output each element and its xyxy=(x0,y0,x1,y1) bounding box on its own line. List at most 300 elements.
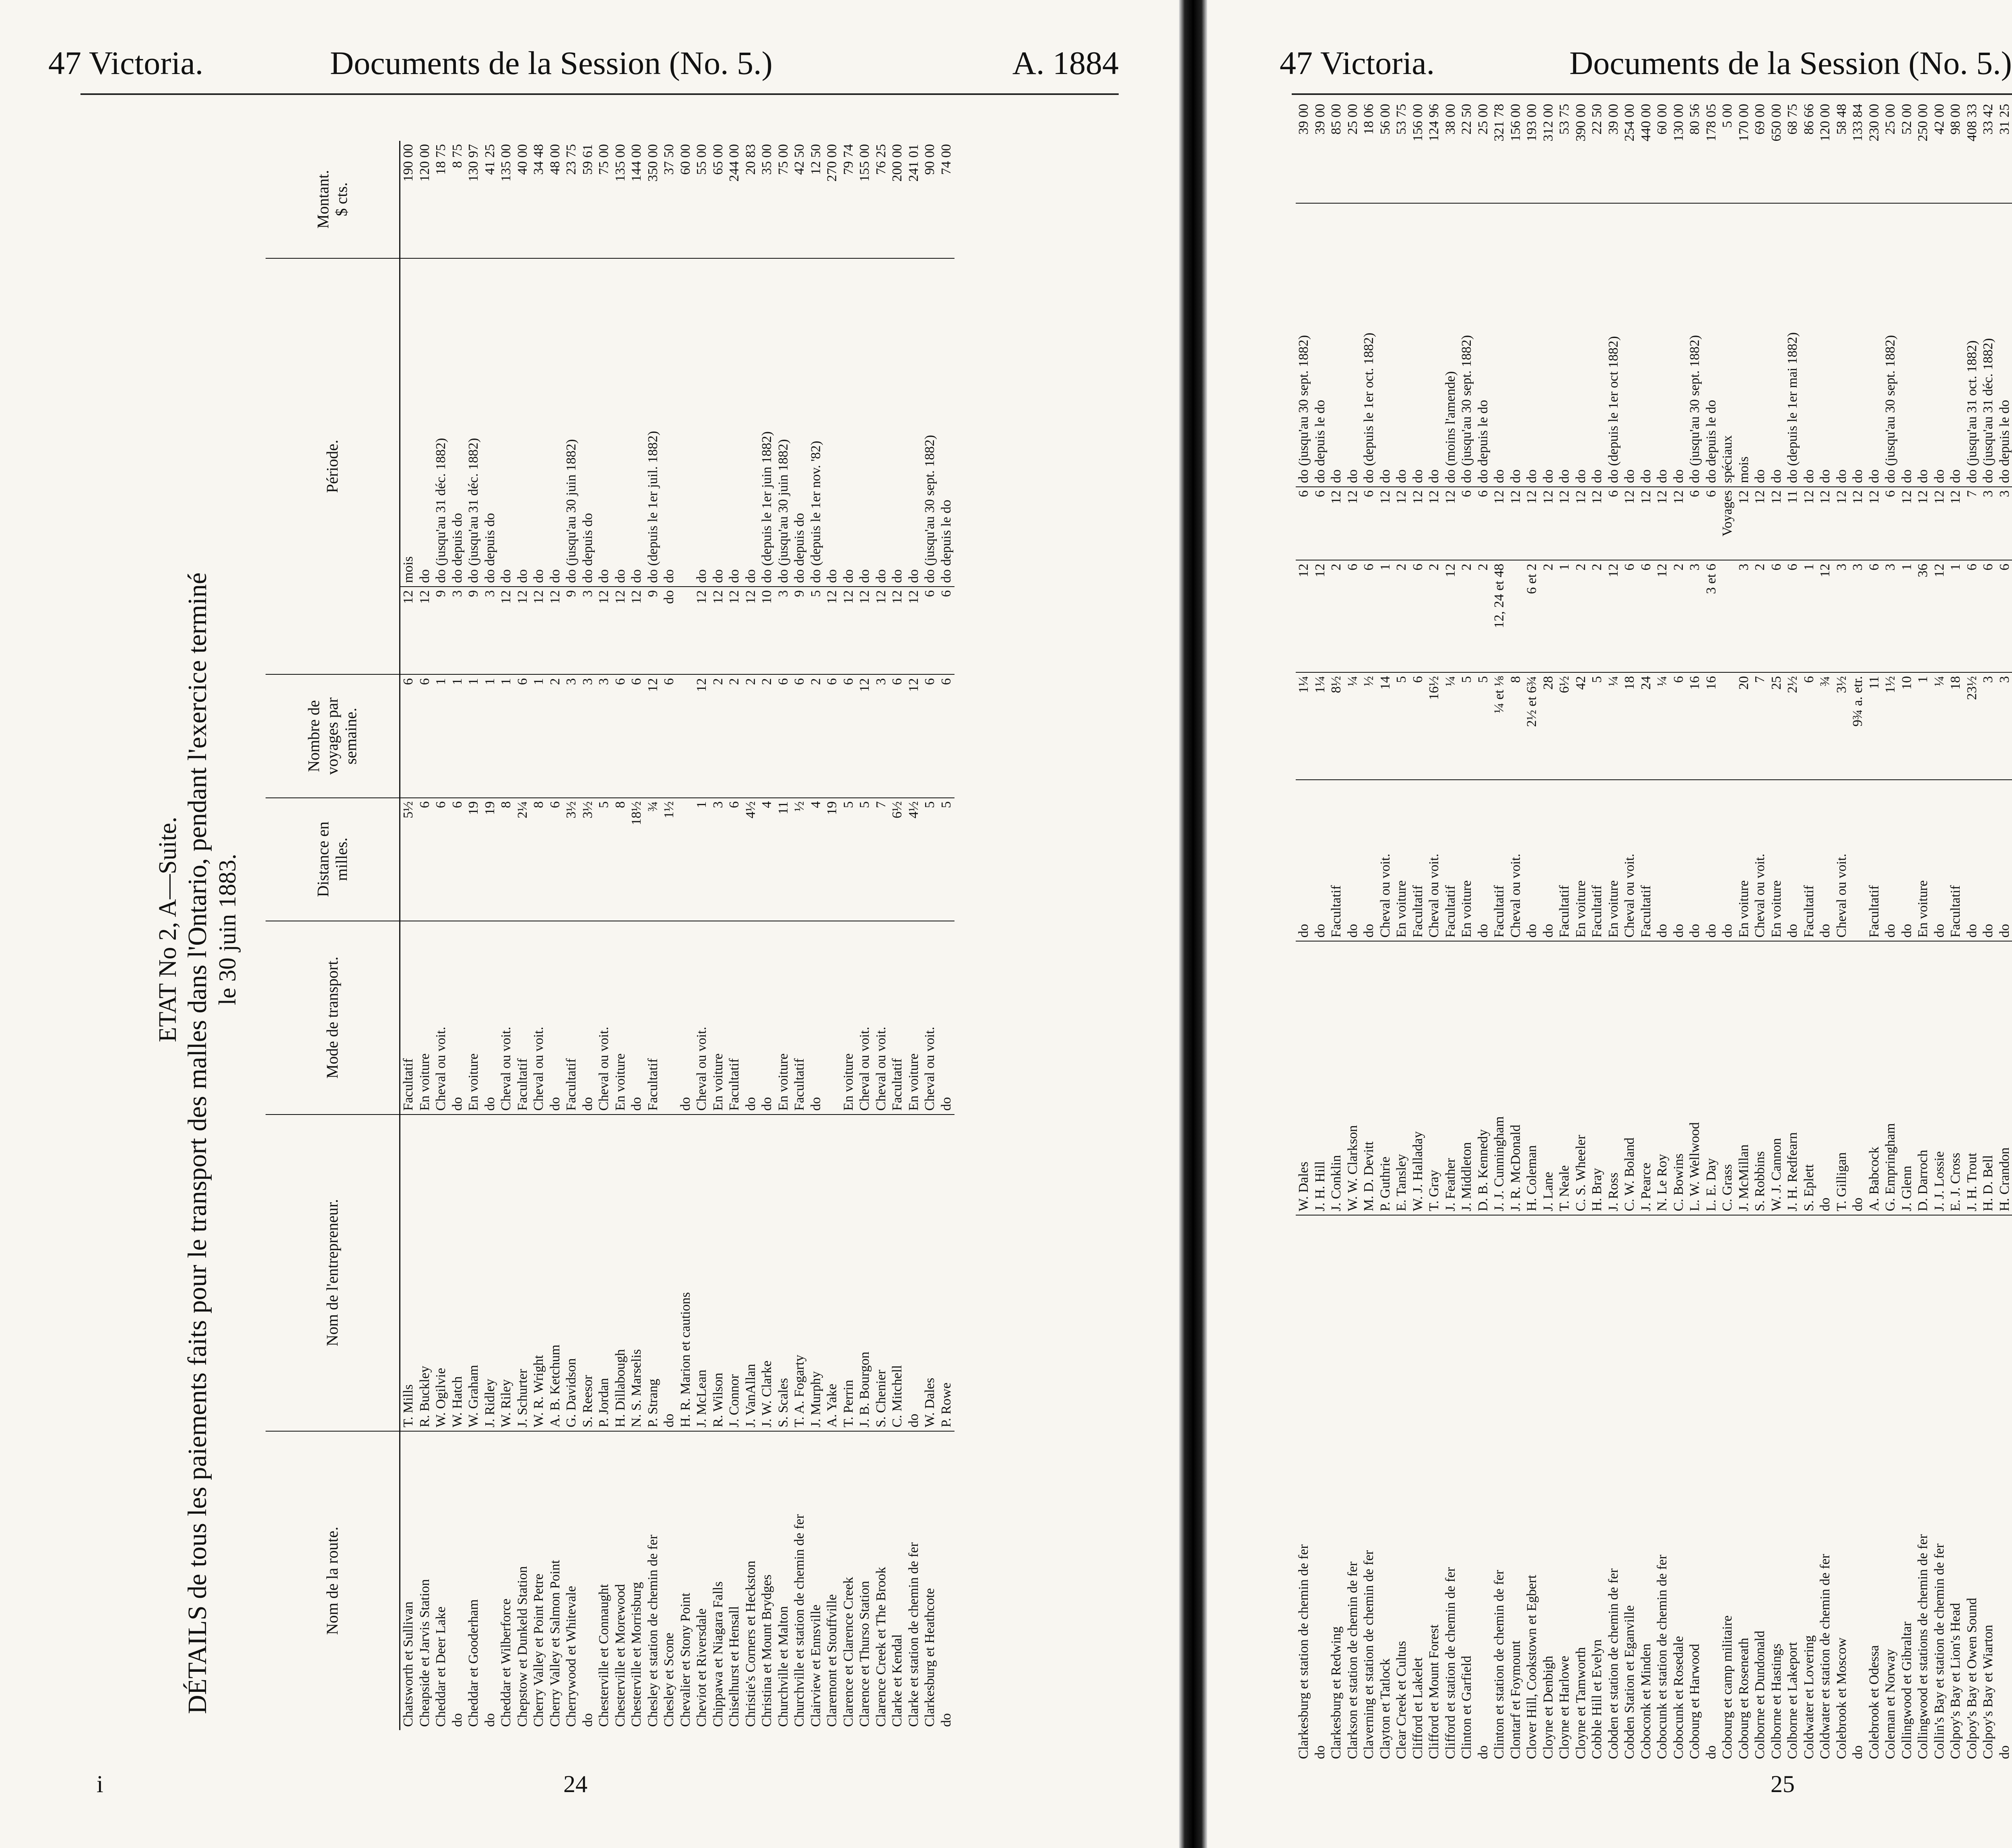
distance-cell: 6 xyxy=(1801,672,1818,780)
mode-cell: Cheval ou voit. xyxy=(1508,780,1524,941)
period-cell: do (jusqu'au 30 juin 1882) xyxy=(563,258,580,587)
period-cell: do xyxy=(1410,203,1427,487)
table-row xyxy=(1687,101,1703,1762)
contractor-cell: C. S. Wheeler xyxy=(1573,941,1589,1215)
amount-cell: 53 75 xyxy=(1394,104,1409,135)
mode-cell: do xyxy=(1475,780,1492,941)
amount-cell: 33 42 xyxy=(1981,104,1996,135)
trips-cell: 3 xyxy=(596,674,612,797)
distance-cell: 7 xyxy=(873,798,890,921)
table-row xyxy=(792,141,808,1730)
mode-cell: En voiture xyxy=(710,921,727,1115)
period-cell: do (jusqu'au 30 sept. 1882) xyxy=(1882,203,1899,487)
mode-cell: Facultatif xyxy=(515,921,531,1115)
contractor-cell: D. B. Kennedy xyxy=(1475,941,1492,1215)
table-body-left xyxy=(400,141,955,1730)
amount-cell: 408 33 xyxy=(1964,104,1979,142)
contractor-cell: C. Mitchell xyxy=(889,1115,906,1431)
period-months-cell: 12 xyxy=(612,587,629,675)
amount-cell: 156 00 xyxy=(1508,104,1523,142)
trips-cell: 3 xyxy=(873,674,890,797)
table-row xyxy=(1606,101,1622,1762)
mode-cell: Cheval ou voit. xyxy=(873,921,890,1115)
route-cell: Chesley et station de chemin de fer xyxy=(645,1431,662,1730)
table-row xyxy=(1443,101,1459,1762)
period-cell xyxy=(678,258,694,587)
distance-cell: 1½ xyxy=(661,798,678,921)
distance-cell: ¼ xyxy=(1932,672,1948,780)
amount-cell: 25 00 xyxy=(1883,104,1898,135)
distance-cell: 2½ xyxy=(1785,672,1801,780)
distance-cell: 8 xyxy=(531,798,547,921)
col-mode: Mode de transport. xyxy=(266,921,400,1115)
mode-cell: do xyxy=(547,921,564,1115)
mode-cell: do xyxy=(1932,780,1948,941)
amount-cell: 90 00 xyxy=(922,144,937,175)
distance-cell: 5½ xyxy=(400,798,417,921)
period-cell: do xyxy=(824,258,841,587)
distance-cell: 3½ xyxy=(1834,672,1850,780)
distance-cell: 5 xyxy=(841,798,857,921)
amount-cell: 75 00 xyxy=(775,144,791,175)
table-row xyxy=(531,141,547,1730)
distance-cell: 1½ xyxy=(1882,672,1899,780)
period-cell: do xyxy=(1622,203,1638,487)
period-cell: spéciaux xyxy=(1719,203,1736,487)
route-cell: Cobourg et Harwood xyxy=(1687,1215,1703,1762)
period-cell: do (depuis le 1er oct 1882) xyxy=(1606,203,1622,487)
distance-cell: 6 xyxy=(547,798,564,921)
contractor-cell: J. R. McDonald xyxy=(1508,941,1524,1215)
distance-cell: 4 xyxy=(808,798,825,921)
route-cell: Clinton et Garfield xyxy=(1459,1215,1475,1762)
period-months-cell: 12 xyxy=(841,587,857,675)
route-cell: do xyxy=(580,1431,596,1730)
amount-cell: 48 00 xyxy=(547,144,563,175)
route-cell: Clarence et Clarence Creek xyxy=(841,1431,857,1730)
route-cell: Chesterville et Morewood xyxy=(612,1431,629,1730)
route-cell: Clarkesburg et station de chemin de fer xyxy=(1296,1215,1312,1762)
mode-cell: Facultatif xyxy=(645,921,662,1115)
period-cell: do xyxy=(1540,203,1557,487)
amount-cell: 86 66 xyxy=(1801,104,1816,135)
period-cell: do depuis do xyxy=(580,258,596,587)
distance-cell: ½ xyxy=(792,798,808,921)
contractor-cell: E. Tansley xyxy=(1394,941,1410,1215)
right-table-rotated xyxy=(1296,101,2012,1762)
trips-cell: 6 xyxy=(612,674,629,797)
amount-cell: 350 00 xyxy=(645,144,660,182)
contractor-cell: J. B. Bourgon xyxy=(857,1115,873,1431)
trips-cell: 6 xyxy=(1769,560,1785,672)
contractor-cell: L. E. Day xyxy=(1703,941,1720,1215)
table-row xyxy=(889,141,906,1730)
mode-cell: do xyxy=(1687,780,1703,941)
period-cell: do depuis do xyxy=(449,258,466,587)
distance-cell: 19 xyxy=(824,798,841,921)
period-months-cell: 9 xyxy=(433,587,449,675)
period-months-cell: 12 xyxy=(873,587,890,675)
trips-cell: 2 xyxy=(808,674,825,797)
period-months-cell: 12 xyxy=(1622,487,1638,560)
distance-cell: 16 xyxy=(1703,672,1720,780)
period-cell: do depuis le do xyxy=(1312,203,1329,487)
contractor-cell: A. Babcock xyxy=(1866,941,1883,1215)
route-cell: Cobourg et camp militaire xyxy=(1719,1215,1736,1762)
distance-cell: 19 xyxy=(466,798,482,921)
contractor-cell: W. Hatch xyxy=(449,1115,466,1431)
period-cell: do depuis do xyxy=(792,258,808,587)
period-cell: do xyxy=(873,258,890,587)
table-row xyxy=(498,141,515,1730)
route-cell: Collin's Bay et station de chemin de fer xyxy=(1932,1215,1948,1762)
period-cell: do (moins l'amende) xyxy=(1443,203,1459,487)
table-row xyxy=(645,141,662,1730)
table-row xyxy=(1948,101,1964,1762)
table-row xyxy=(1410,101,1427,1762)
table-row xyxy=(1932,101,1948,1762)
period-months-cell: 12 xyxy=(710,587,727,675)
distance-cell: 8 xyxy=(1508,672,1524,780)
period-cell: do (jusqu'au 30 sept. 1882) xyxy=(1459,203,1475,487)
trips-cell: 6 xyxy=(629,674,645,797)
trips-cell: 6 xyxy=(1345,560,1361,672)
period-months-cell: 5 xyxy=(808,587,825,675)
amount-cell: 85 00 xyxy=(1329,104,1344,135)
amount-cell: 390 00 xyxy=(1573,104,1588,142)
table-row xyxy=(629,141,645,1730)
mode-cell: Cheval ou voit. xyxy=(922,921,938,1115)
period-cell: do (depuis le 1er juin 1882) xyxy=(759,258,775,587)
period-cell: do (jusqu'au 31 déc. 1882) xyxy=(433,258,449,587)
period-months-cell: 6 xyxy=(1882,487,1899,560)
table-row xyxy=(743,141,759,1730)
amount-cell: 25 00 xyxy=(1475,104,1490,135)
period-months-cell: 9 xyxy=(466,587,482,675)
table-row xyxy=(906,141,922,1730)
amount-cell: 155 00 xyxy=(857,144,872,182)
amount-cell: 144 00 xyxy=(629,144,644,182)
period-cell: do xyxy=(515,258,531,587)
distance-cell: 28 xyxy=(1540,672,1557,780)
period-cell: do (depuis le 1er nov. '82) xyxy=(808,258,825,587)
route-cell: Churchville et station de chemin de fer xyxy=(792,1431,808,1730)
period-cell: do xyxy=(661,258,678,587)
table-row xyxy=(1556,101,1573,1762)
period-months-cell: 12 xyxy=(1769,487,1785,560)
table-row xyxy=(873,141,890,1730)
amount-cell: 650 00 xyxy=(1769,104,1784,142)
route-cell: Claverning et station de chemin de fer xyxy=(1361,1215,1377,1762)
distance-cell: 10 xyxy=(1899,672,1915,780)
amount-cell: 65 00 xyxy=(710,144,726,175)
distance-cell: 42 xyxy=(1573,672,1589,780)
period-cell: do depuis le do xyxy=(938,258,955,587)
table-row xyxy=(694,141,710,1730)
distance-cell: 16 xyxy=(1687,672,1703,780)
mode-cell: Facultatif xyxy=(1589,780,1606,941)
contractor-cell: R. Buckley xyxy=(417,1115,433,1431)
period-cell: do xyxy=(1850,203,1866,487)
contractor-cell: do xyxy=(1817,941,1834,1215)
contractor-cell: W. R. Wright xyxy=(531,1115,547,1431)
mode-cell xyxy=(1850,780,1866,941)
mode-cell: Facultatif xyxy=(792,921,808,1115)
distance-cell: 1 xyxy=(1915,672,1932,780)
amount-cell: 230 00 xyxy=(1866,104,1882,142)
period-cell: do xyxy=(1589,203,1606,487)
route-cell: Chiselhurst et Hensall xyxy=(726,1431,743,1730)
table-row xyxy=(938,141,955,1730)
contractor-cell: C. Grass xyxy=(1719,941,1736,1215)
period-months-cell: 9 xyxy=(563,587,580,675)
table-row xyxy=(482,141,499,1730)
trips-cell: 6 xyxy=(1361,560,1377,672)
route-cell: Clifford et Mount Forest xyxy=(1426,1215,1443,1762)
route-cell: Cobocunk et Rosedale xyxy=(1671,1215,1687,1762)
route-cell: Chippawa et Niagara Falls xyxy=(710,1431,727,1730)
distance-cell: ¼ xyxy=(1345,672,1361,780)
mode-cell: Cheval ou voit. xyxy=(531,921,547,1115)
amount-cell: 56 00 xyxy=(1377,104,1393,135)
amount-cell: 41 25 xyxy=(482,144,497,175)
trips-cell: 2 xyxy=(1589,560,1606,672)
trips-cell: 12 xyxy=(857,674,873,797)
table-row xyxy=(1980,101,1997,1762)
route-cell: Clarence Creek et The Brook xyxy=(873,1431,890,1730)
period-months-cell: 12 xyxy=(515,587,531,675)
distance-cell: 6 xyxy=(726,798,743,921)
amount-cell: 75 00 xyxy=(596,144,611,175)
distance-cell: ¼ xyxy=(1606,672,1622,780)
amount-cell: 22 50 xyxy=(1589,104,1604,135)
period-cell: do xyxy=(743,258,759,587)
distance-cell: ¼ xyxy=(1443,672,1459,780)
period-months-cell: 6 xyxy=(938,587,955,675)
contractor-cell: T. A. Fogarty xyxy=(792,1115,808,1431)
period-months-cell: 12 xyxy=(1328,487,1345,560)
amount-cell: 178 05 xyxy=(1703,104,1719,142)
mode-cell: do xyxy=(678,921,694,1115)
period-months-cell: 6 xyxy=(1606,487,1622,560)
amount-cell: 18 75 xyxy=(433,144,448,175)
table-row xyxy=(1915,101,1932,1762)
table-row xyxy=(1524,101,1540,1762)
period-months-cell: 6 xyxy=(1703,487,1720,560)
period-months-cell: 3 xyxy=(775,587,792,675)
trips-cell: 2 xyxy=(1752,560,1769,672)
route-cell: Chepstow et Dunkeld Station xyxy=(515,1431,531,1730)
contractor-cell: J. Conklin xyxy=(1328,941,1345,1215)
table-row xyxy=(1361,101,1377,1762)
route-cell: do xyxy=(449,1431,466,1730)
contractor-cell: W. Ogilvie xyxy=(433,1115,449,1431)
trips-cell: 12 xyxy=(1312,560,1329,672)
mode-cell: do xyxy=(1345,780,1361,941)
mode-cell: En voiture xyxy=(841,921,857,1115)
amount-cell: 38 00 xyxy=(1443,104,1458,135)
table-row xyxy=(1997,101,2012,1762)
amount-cell: 39 00 xyxy=(1312,104,1328,135)
table-row xyxy=(1703,101,1720,1762)
trips-cell: 6 xyxy=(1997,560,2012,672)
period-months-cell: 12 xyxy=(498,587,515,675)
trips-cell: 6 xyxy=(889,674,906,797)
contractor-cell: P. Jordan xyxy=(596,1115,612,1431)
contractor-cell: P. Rowe xyxy=(938,1115,955,1431)
route-cell: do xyxy=(1475,1215,1492,1762)
route-cell: Cheddar et Wilberforce xyxy=(498,1431,515,1730)
amount-cell: 23 75 xyxy=(564,144,579,175)
route-cell: do xyxy=(1312,1215,1329,1762)
period-months-cell: 12 xyxy=(1948,487,1964,560)
mode-cell: En voiture xyxy=(1736,780,1752,941)
table-row xyxy=(857,141,873,1730)
distance-cell: 3 xyxy=(1997,672,2012,780)
route-cell: do xyxy=(1997,1215,2012,1762)
contractor-cell: S. Robbins xyxy=(1752,941,1769,1215)
contractor-cell: M. D. Devitt xyxy=(1361,941,1377,1215)
table-row xyxy=(1540,101,1557,1762)
period-months-cell: 12 xyxy=(726,587,743,675)
distance-cell: 11 xyxy=(775,798,792,921)
distance-cell: 6 xyxy=(1410,672,1427,780)
period-months-cell: 12 xyxy=(531,587,547,675)
period-cell: do depuis do xyxy=(482,258,499,587)
amount-cell: 59 61 xyxy=(580,144,595,175)
route-cell: Cheviot et Riversdale xyxy=(694,1431,710,1730)
trips-cell: 6 xyxy=(1964,560,1981,672)
trips-cell: 6 xyxy=(1638,560,1655,672)
period-months-cell: 12 xyxy=(1540,487,1557,560)
route-cell: Cloyne et Denbigh xyxy=(1540,1215,1557,1762)
mode-cell: do xyxy=(1785,780,1801,941)
route-cell: Colpoy's Bay et Owen Sound xyxy=(1964,1215,1981,1762)
trips-cell xyxy=(678,674,694,797)
amount-cell: 39 00 xyxy=(1296,104,1311,135)
mode-cell: Cheval ou voit. xyxy=(694,921,710,1115)
trips-cell: 2 xyxy=(743,674,759,797)
distance-cell: 6½ xyxy=(889,798,906,921)
distance-cell: 6 xyxy=(433,798,449,921)
trips-cell: 6 xyxy=(661,674,678,797)
period-months-cell: 12 xyxy=(1801,487,1818,560)
route-cell: Clarkesburg et Redwing xyxy=(1328,1215,1345,1762)
route-cell: Cobocunk et station de chemin de fer xyxy=(1654,1215,1671,1762)
period-months-cell: 12 xyxy=(1491,487,1508,560)
mode-cell: Cheval ou voit. xyxy=(1834,780,1850,941)
mode-cell: do xyxy=(1980,780,1997,941)
table-row xyxy=(580,141,596,1730)
mode-cell: do xyxy=(629,921,645,1115)
table-row xyxy=(1508,101,1524,1762)
period-months-cell: 12 xyxy=(1394,487,1410,560)
distance-cell: ¼ xyxy=(1654,672,1671,780)
period-cell: do xyxy=(694,258,710,587)
period-cell: do depuis le do xyxy=(1475,203,1492,487)
contractor-cell: W. Dales xyxy=(1296,941,1312,1215)
trips-cell: 3 xyxy=(1882,560,1899,672)
table-row xyxy=(1671,101,1687,1762)
amount-cell: 42 50 xyxy=(792,144,807,175)
period-months-cell: 12 xyxy=(1573,487,1589,560)
route-cell: Coleman et Norway xyxy=(1882,1215,1899,1762)
trips-cell: 2 xyxy=(1328,560,1345,672)
route-cell: Claremont et Stouffville xyxy=(824,1431,841,1730)
amount-cell: 250 00 xyxy=(1915,104,1930,142)
header-session: Documents de la Session (No. 5.) xyxy=(330,45,773,81)
trips-cell: 1 xyxy=(1899,560,1915,672)
distance-cell: 2¼ xyxy=(515,798,531,921)
period-months-cell: 3 xyxy=(482,587,499,675)
header-victoria-right: 47 Victoria. xyxy=(1280,45,1435,81)
trips-cell: 12 xyxy=(1606,560,1622,672)
period-cell: do xyxy=(1508,203,1524,487)
period-cell: do (jusqu'au 30 sept. 1882) xyxy=(1296,203,1312,487)
trips-cell: 2 xyxy=(547,674,564,797)
period-cell: do xyxy=(1394,203,1410,487)
table-row xyxy=(596,141,612,1730)
book-gutter xyxy=(1179,0,1207,1848)
period-months-cell: 12 xyxy=(889,587,906,675)
period-months-cell: 12 xyxy=(1866,487,1883,560)
trips-cell: 12 xyxy=(645,674,662,797)
distance-cell: 1 xyxy=(694,798,710,921)
table-row xyxy=(1850,101,1866,1762)
distance-cell: ¼ et ⅛ xyxy=(1491,672,1508,780)
period-months-cell: 11 xyxy=(1785,487,1801,560)
amount-cell: 39 00 xyxy=(1606,104,1621,135)
payments-table-left xyxy=(266,141,954,1730)
route-cell: Chesterville et Connaught xyxy=(596,1431,612,1730)
contractor-cell: H. D. Bell xyxy=(1980,941,1997,1215)
distance-cell: 5 xyxy=(596,798,612,921)
mode-cell: En voiture xyxy=(1394,780,1410,941)
period-months-cell: 12 xyxy=(824,587,841,675)
trips-cell: 12 xyxy=(1932,560,1948,672)
amount-cell: 55 00 xyxy=(694,144,709,175)
mode-cell: Facultatif xyxy=(1410,780,1427,941)
route-cell: do xyxy=(1850,1215,1866,1762)
title-date: le 30 juin 1883. xyxy=(214,853,241,1005)
period-months-cell: 3 xyxy=(1997,487,2012,560)
distance-cell: 5 xyxy=(1475,672,1492,780)
route-cell: Clarke et station de chemin de fer xyxy=(906,1431,922,1730)
period-months-cell: 12 xyxy=(1850,487,1866,560)
mode-cell xyxy=(824,921,841,1115)
mode-cell: En voiture xyxy=(417,921,433,1115)
trips-cell: 6 xyxy=(1980,560,1997,672)
route-cell: Clontarf et Foymount xyxy=(1508,1215,1524,1762)
period-months-cell: 12 xyxy=(1508,487,1524,560)
amount-cell: 20 83 xyxy=(743,144,758,175)
period-months-cell: 12 xyxy=(1834,487,1850,560)
route-cell: Cobble Hill et Evelyn xyxy=(1589,1215,1606,1762)
header-session-right: Documents de la Session (No. 5.) xyxy=(1569,45,2012,81)
mode-cell: Cheval ou voit. xyxy=(433,921,449,1115)
contractor-cell: J. Ross xyxy=(1606,941,1622,1215)
table-row xyxy=(1312,101,1329,1762)
period-months-cell: 12 xyxy=(1654,487,1671,560)
period-cell: do depuis le do xyxy=(1703,203,1720,487)
mode-cell: do xyxy=(1540,780,1557,941)
mode-cell: Cheval ou voit. xyxy=(1622,780,1638,941)
trips-cell xyxy=(1508,560,1524,672)
trips-cell: 12 xyxy=(906,674,922,797)
period-cell: do xyxy=(1328,203,1345,487)
contractor-cell: J. Middleton xyxy=(1459,941,1475,1215)
mode-cell: Cheval ou voit. xyxy=(1426,780,1443,941)
